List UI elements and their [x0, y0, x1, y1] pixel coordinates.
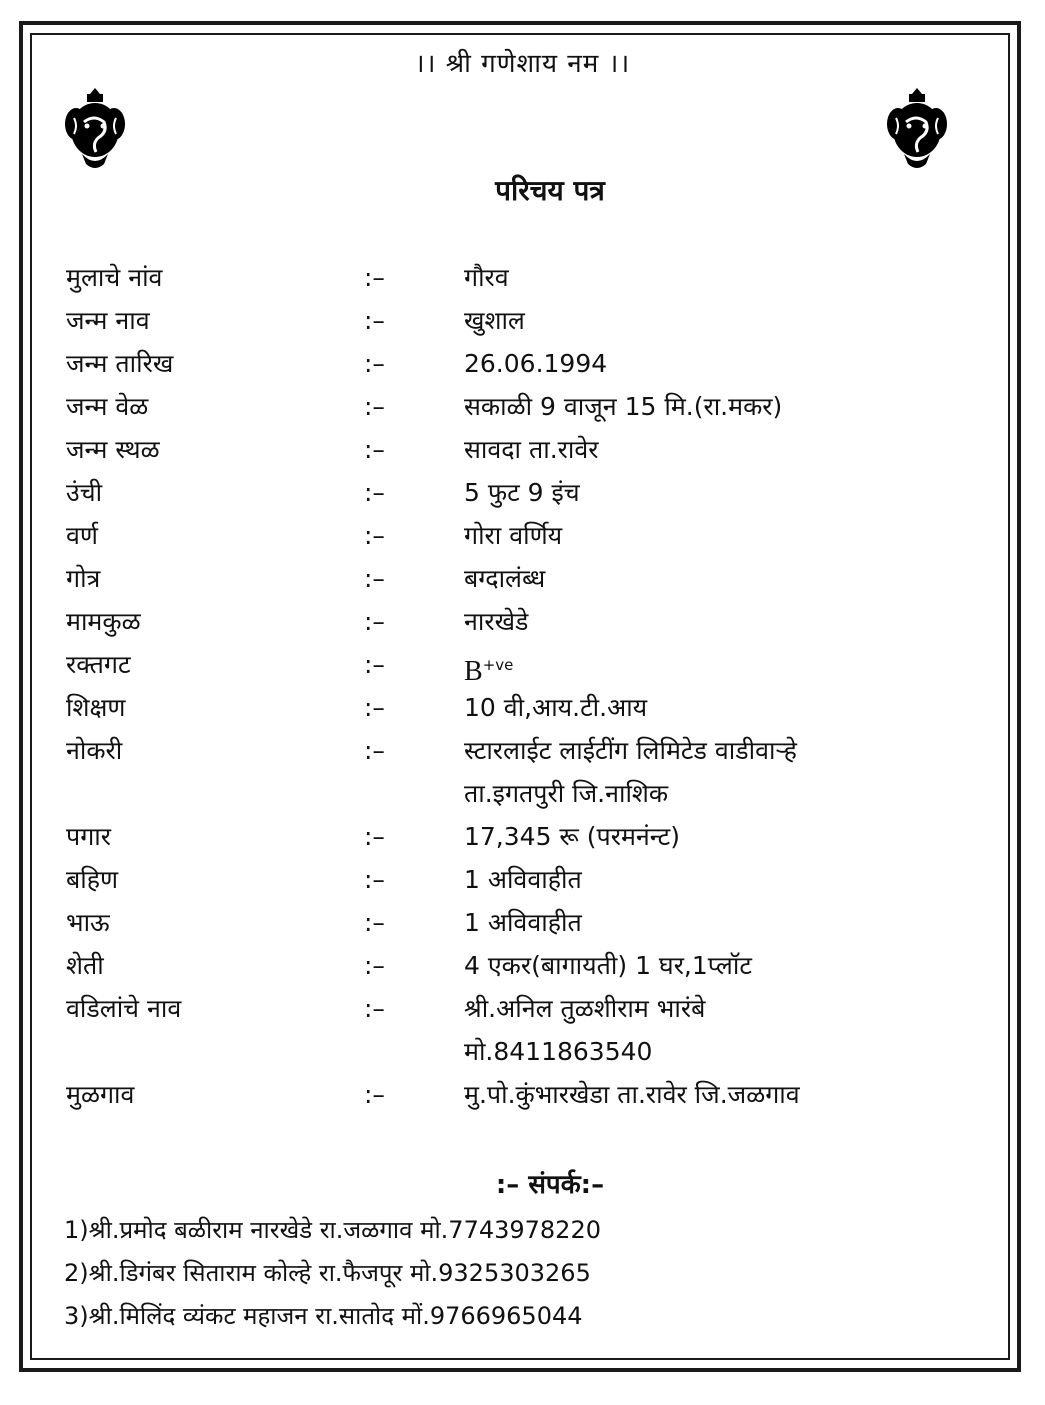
detail-row-job: [66, 731, 966, 817]
detail-row-maternal-family: [66, 602, 966, 645]
detail-separator: :–: [364, 392, 385, 421]
details-table: [66, 258, 966, 1118]
detail-row-native-village: [66, 1075, 966, 1118]
detail-value: 1 अविवाहीत: [464, 865, 582, 894]
detail-value: 10 वी,आय.टी.आय: [464, 693, 648, 722]
detail-separator: :–: [364, 349, 385, 378]
document-title: परिचय पत्र: [495, 174, 605, 207]
detail-label: भाऊ: [66, 908, 110, 937]
detail-separator: :–: [364, 435, 385, 464]
detail-separator: :–: [364, 865, 385, 894]
blood-group-letter: B: [464, 656, 483, 687]
detail-label: जन्म स्थळ: [66, 435, 160, 464]
detail-value: सावदा ता.रावेर: [464, 435, 599, 464]
detail-label: मामकुळ: [66, 607, 141, 636]
detail-label: मुळगाव: [66, 1080, 135, 1109]
detail-value-line2: ता.इगतपुरी जि.नाशिक: [464, 779, 669, 808]
detail-label: पगार: [66, 822, 111, 851]
detail-value: बग्दालंब्ध: [464, 564, 546, 593]
contact-entry: 3)श्री.मिलिंद व्यंकट महाजन रा.सातोद मों.9766965044: [64, 1302, 583, 1330]
detail-label: शेती: [66, 951, 104, 980]
detail-row-gotra: [66, 559, 966, 602]
detail-separator: :–: [364, 1080, 385, 1109]
detail-label: वडिलांचे नाव: [66, 994, 182, 1023]
detail-row-height: [66, 473, 966, 516]
detail-value: नारखेडे: [464, 607, 529, 636]
detail-value: सकाळी 9 वाजून 15 मि.(रा.मकर): [464, 392, 783, 421]
detail-value: श्री.अनिल तुळशीराम भारंबे: [464, 994, 706, 1023]
detail-label: जन्म तारिख: [66, 349, 174, 378]
detail-row-blood-group: [66, 645, 966, 688]
detail-label: बहिण: [66, 865, 119, 894]
detail-label: उंची: [66, 478, 103, 507]
ganesha-icon: [64, 88, 126, 172]
ganesha-icon: [886, 88, 948, 172]
contact-list: [64, 1209, 601, 1338]
detail-row-salary: [66, 817, 966, 860]
detail-label: गोत्र: [66, 564, 101, 593]
detail-separator: :–: [364, 607, 385, 636]
detail-separator: :–: [364, 994, 385, 1023]
detail-row-education: [66, 688, 966, 731]
invocation-text: ।। श्री गणेशाय नम ।।: [414, 49, 631, 79]
detail-row-birth-date: [66, 344, 966, 387]
detail-value: स्टारलाईट लाईटींग लिमिटेड वाडीवाऱ्हे: [464, 736, 797, 765]
detail-label: रक्तगट: [66, 650, 131, 679]
detail-value-line2: मो.8411863540: [464, 1037, 653, 1066]
detail-row-sister: [66, 860, 966, 903]
detail-value: 17,345 रू (परमनंन्ट): [464, 822, 681, 851]
detail-separator: :–: [364, 822, 385, 851]
detail-label: मुलाचे नांव: [66, 263, 163, 292]
detail-row-complexion: [66, 516, 966, 559]
detail-separator: :–: [364, 306, 385, 335]
blood-group-rh: +ve: [482, 656, 514, 674]
detail-row-brother: [66, 903, 966, 946]
detail-separator: :–: [364, 736, 385, 765]
detail-row-birth-place: [66, 430, 966, 473]
detail-separator: :–: [364, 951, 385, 980]
detail-value: 26.06.1994: [464, 349, 608, 378]
detail-value: गोरा वर्णिय: [464, 521, 563, 550]
detail-label: जन्म नाव: [66, 306, 150, 335]
detail-separator: :–: [364, 908, 385, 937]
contact-entry: 2)श्री.डिगंबर सिताराम कोल्हे रा.फैजपूर मो.9325303265: [64, 1259, 591, 1287]
detail-separator: :–: [364, 478, 385, 507]
detail-row-farm: [66, 946, 966, 989]
detail-value: मु.पो.कुंभारखेडा ता.रावेर जि.जळगाव: [464, 1080, 800, 1109]
detail-separator: :–: [364, 650, 385, 679]
detail-row-name: [66, 258, 966, 301]
detail-value: 1 अविवाहीत: [464, 908, 582, 937]
detail-separator: :–: [364, 263, 385, 292]
detail-value: गौरव: [464, 263, 509, 292]
detail-row-birth-name: [66, 301, 966, 344]
detail-value: [464, 645, 513, 692]
contact-heading: :– संपर्क:–: [495, 1170, 605, 1200]
contact-entry: 1)श्री.प्रमोद बळीराम नारखेडे रा.जळगाव मो.7743978220: [64, 1216, 601, 1244]
detail-label: वर्ण: [66, 521, 98, 550]
detail-value: खुशाल: [464, 306, 525, 335]
detail-separator: :–: [364, 564, 385, 593]
detail-row-father-name: [66, 989, 966, 1075]
detail-label: जन्म वेळ: [66, 392, 149, 421]
detail-separator: :–: [364, 693, 385, 722]
detail-label: नोकरी: [66, 736, 123, 765]
detail-separator: :–: [364, 521, 385, 550]
detail-label: शिक्षण: [66, 693, 126, 722]
detail-row-birth-time: [66, 387, 966, 430]
detail-value: 4 एकर(बागायती) 1 घर,1प्लॉट: [464, 951, 752, 980]
detail-value: 5 फुट 9 इंच: [464, 478, 580, 507]
